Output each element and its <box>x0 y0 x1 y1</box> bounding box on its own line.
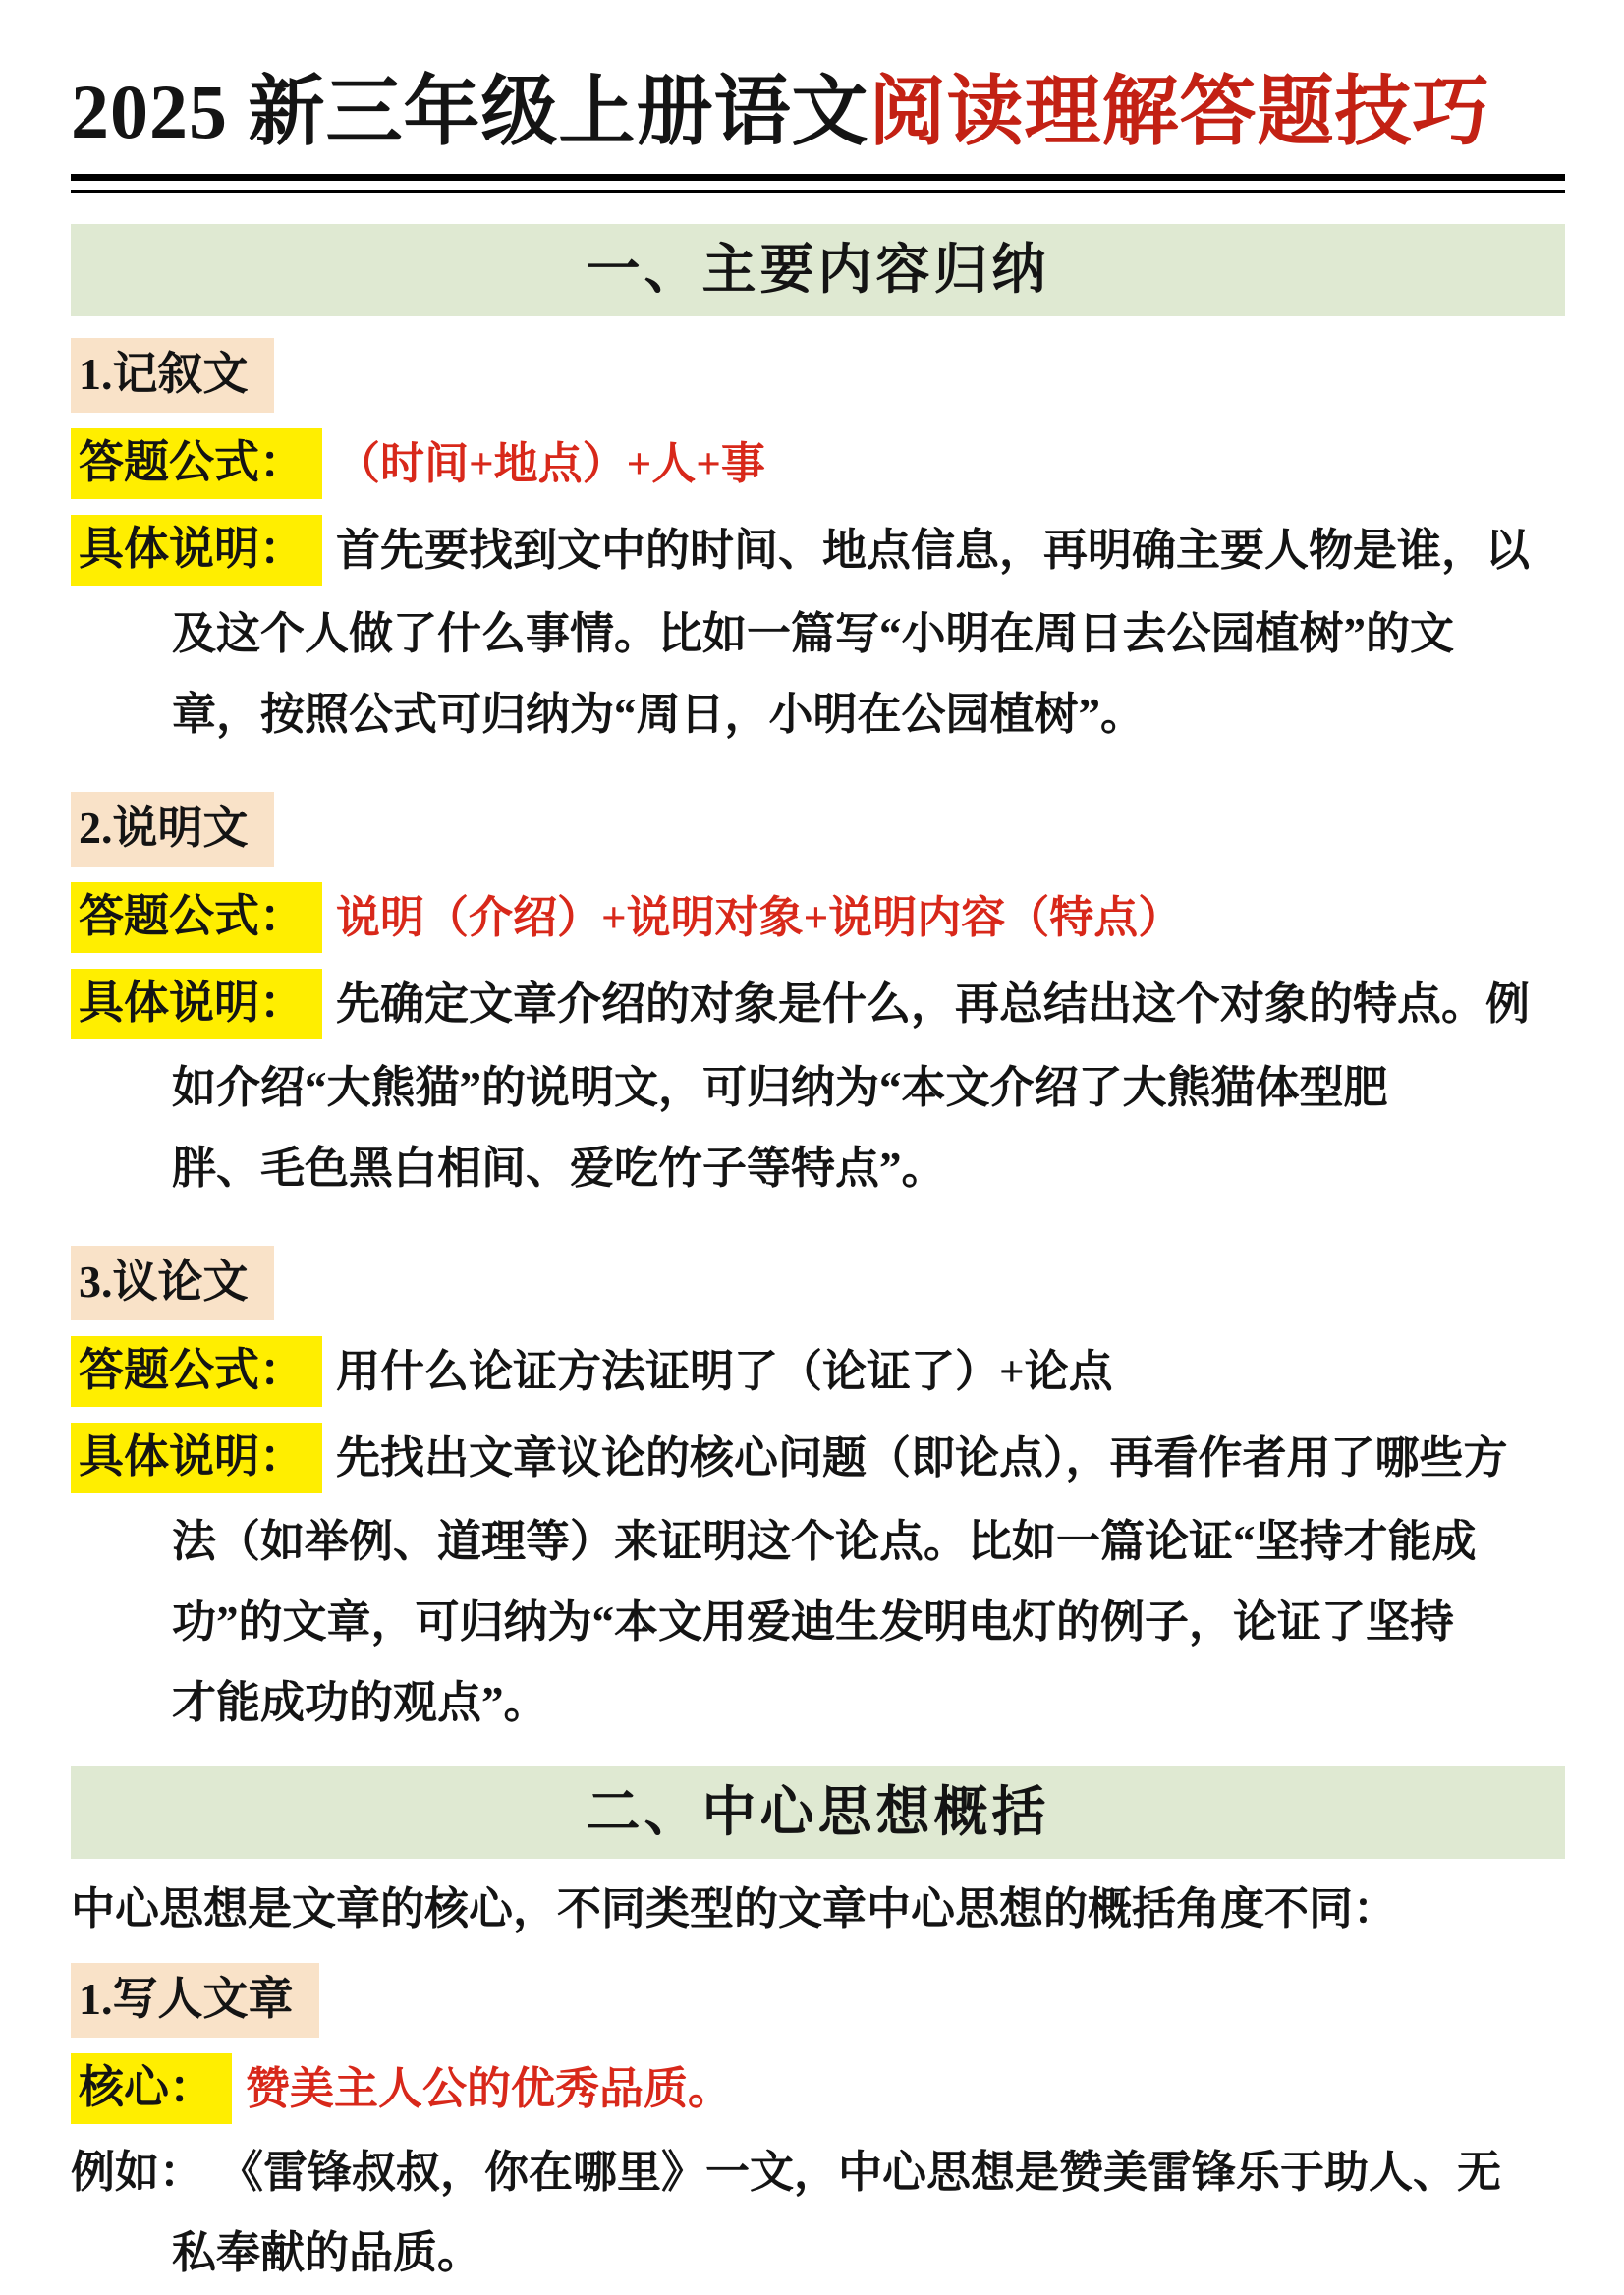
section-two-banner: 二、中心思想概括 <box>71 1766 1565 1859</box>
page-title-red-part: 阅读理解答题技巧 <box>868 69 1490 154</box>
detail-line: 胖、毛色黑白相间、爱吃竹子等特点”。 <box>172 1144 946 1194</box>
detail-line: 首先要找到文中的时间、地点信息，再明确主要人物是谁，以 <box>336 526 1531 576</box>
formula-text: （时间+地点）+人+事 <box>336 439 765 489</box>
detail-row <box>71 969 1565 1039</box>
detail-label: 具体说明： <box>71 515 322 586</box>
formula-row <box>71 1336 1565 1407</box>
example-row <box>71 2140 1565 2205</box>
detail-line: 章，按照公式可归纳为“周日，小明在公园植树”。 <box>172 690 1146 740</box>
detail-line: 法（如举例、道理等）来证明这个论点。比如一篇论证“坚持才能成 <box>172 1517 1477 1567</box>
subheading-expository: 2.说明文 <box>71 792 274 867</box>
formula-row <box>71 882 1565 953</box>
formula-text: 用什么论证方法证明了（论证了）+论点 <box>336 1347 1113 1397</box>
title-underline-rule <box>71 174 1565 193</box>
detail-row <box>71 1423 1565 1493</box>
subheading-argumentative: 3.议论文 <box>71 1246 274 1320</box>
detail-label: 具体说明： <box>71 969 322 1039</box>
detail-line: 才能成功的观点”。 <box>172 1678 548 1728</box>
section-one-banner: 一、主要内容归纳 <box>71 224 1565 316</box>
formula-text: 说明（介绍）+说明对象+说明内容（特点） <box>336 893 1183 943</box>
core-label: 核心： <box>71 2053 232 2124</box>
detail-line: 及这个人做了什么事情。比如一篇写“小明在周日去公园植树”的文 <box>172 609 1455 659</box>
formula-label: 答题公式： <box>71 1336 322 1407</box>
core-row <box>71 2053 1565 2124</box>
formula-label: 答题公式： <box>71 882 322 953</box>
subheading-narrative: 1.记叙文 <box>71 338 274 413</box>
detail-line: 先找出文章议论的核心问题（即论点），再看作者用了哪些方 <box>336 1433 1508 1483</box>
detail-row <box>71 515 1565 586</box>
formula-row <box>71 428 1565 499</box>
detail-line: 如介绍“大熊猫”的说明文，可归纳为“本文介绍了大熊猫体型肥 <box>172 1063 1388 1113</box>
detail-label: 具体说明： <box>71 1423 322 1493</box>
example-line: 私奉献的品质。 <box>172 2228 482 2278</box>
example-line: 《雷锋叔叔，你在哪里》一文，中心思想是赞美雷锋乐于助人、无 <box>219 2148 1502 2198</box>
detail-line: 功”的文章，可归纳为“本文用爱迪生发明电灯的例子，论证了坚持 <box>172 1597 1455 1648</box>
example-label: 例如： <box>71 2148 204 2198</box>
formula-label: 答题公式： <box>71 428 322 499</box>
subheading-people-article: 1.写人文章 <box>71 1963 319 2038</box>
page-title <box>71 69 1565 154</box>
core-text: 赞美主人公的优秀品质。 <box>246 2064 733 2114</box>
section-two-intro: 中心思想是文章的核心，不同类型的文章中心思想的概括角度不同： <box>71 1884 1398 1934</box>
page-title-black-part: 2025 新三年级上册语文 <box>71 69 869 154</box>
detail-line: 先确定文章介绍的对象是什么，再总结出这个对象的特点。例 <box>336 980 1531 1030</box>
